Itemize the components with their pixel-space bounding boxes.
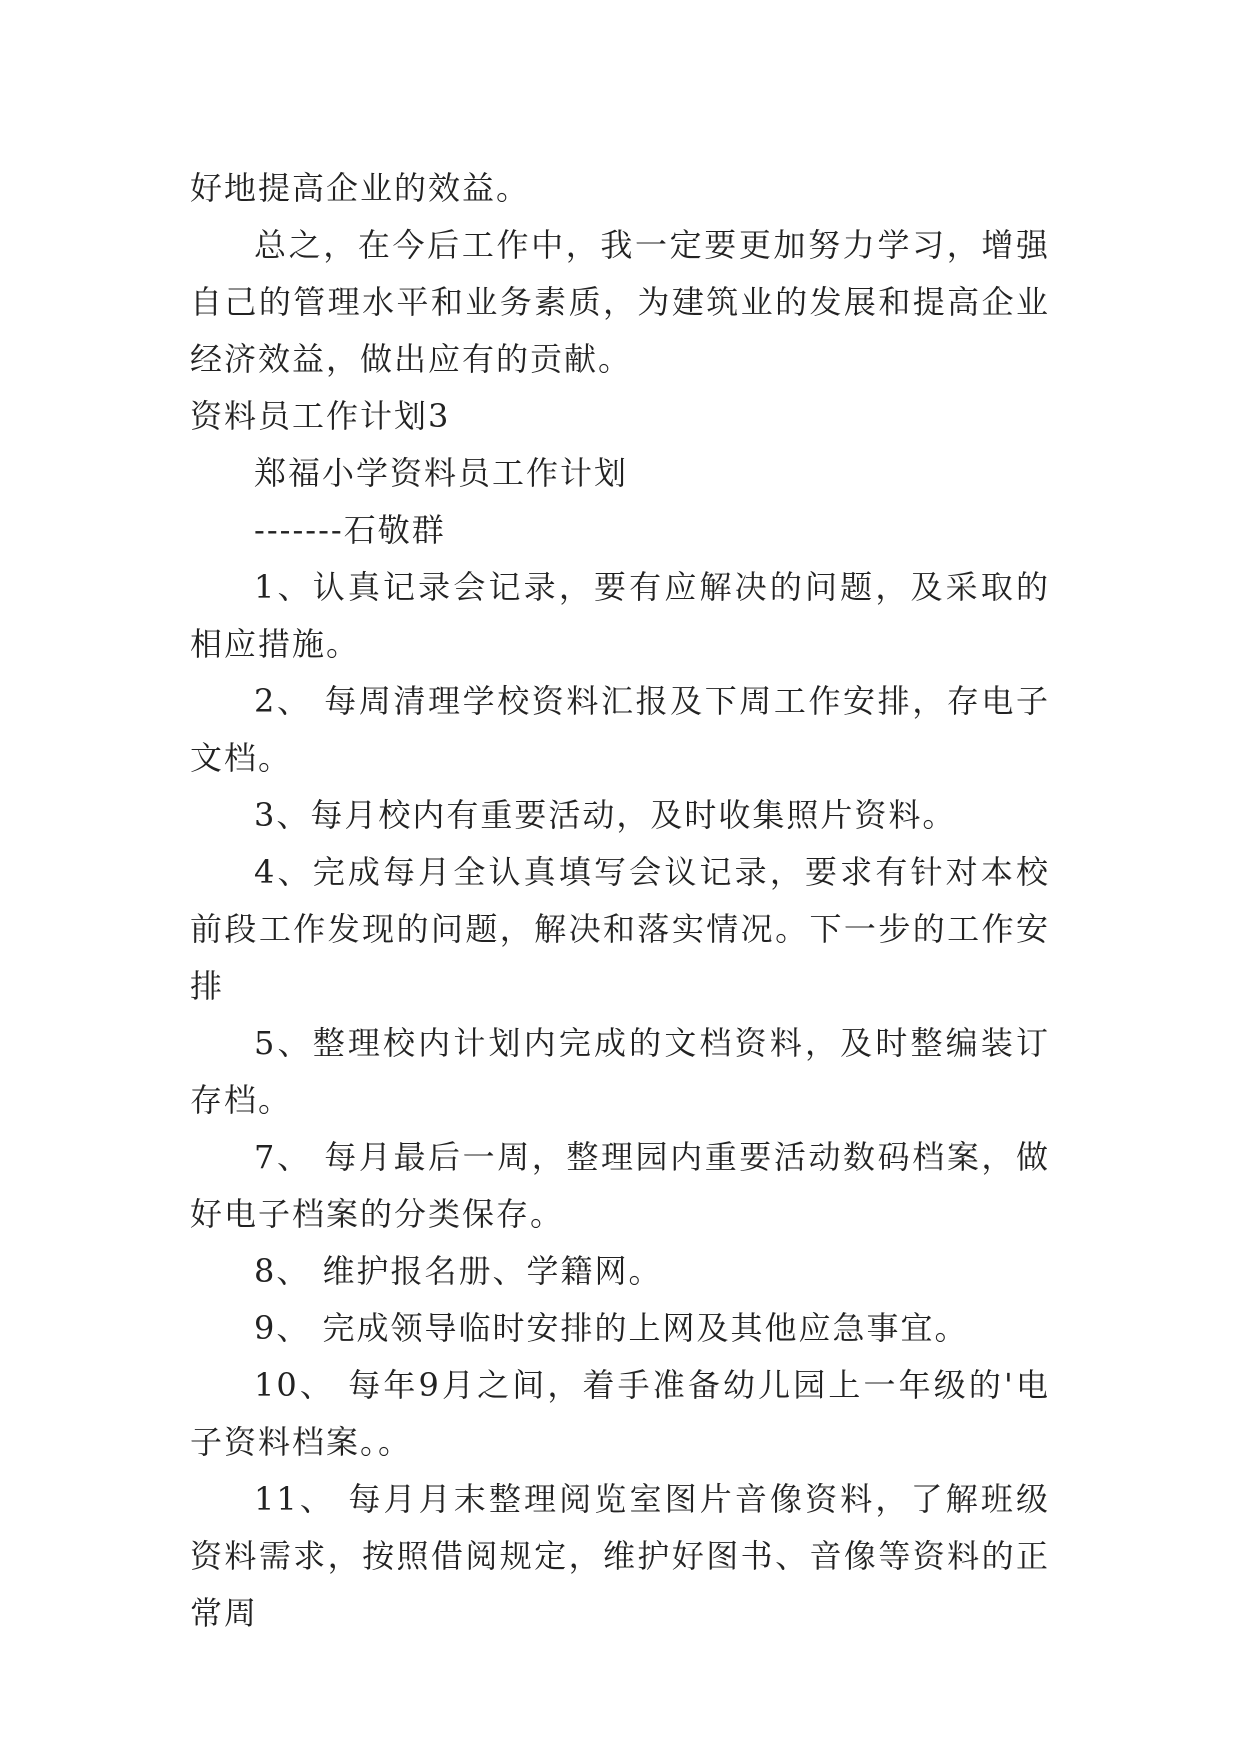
plan-title: 郑福小学资料员工作计划 — [254, 454, 629, 492]
plan-item-2: 2、 每周清理学校资料汇报及下周工作安排，存电子文档。 — [190, 682, 1050, 777]
plan-item-9: 9、 完成领导临时安排的上网及其他应急事宜。 — [254, 1309, 969, 1347]
section-heading: 资料员工作计划3 — [190, 397, 451, 435]
plan-item-11: 11、 每月月末整理阅览室图片音像资料，了解班级资料需求，按照借阅规定，维护好图书、音像等资料的正常周 — [190, 1480, 1050, 1632]
plan-item-5: 5、整理校内计划内完成的文档资料，及时整编装订存档。 — [190, 1024, 1050, 1119]
plan-item-3: 3、每月校内有重要活动，及时收集照片资料。 — [254, 796, 957, 834]
plan-item-4: 4、完成每月全认真填写会议记录，要求有针对本校前段工作发现的问题，解决和落实情况。下一步的工作安排 — [190, 853, 1050, 1005]
plan-item-8: 8、 维护报名册、学籍网。 — [254, 1252, 663, 1290]
paragraph-conclusion: 总之，在今后工作中，我一定要更加努力学习，增强自己的管理水平和业务素质，为建筑业的发展和提高企业经济效益，做出应有的贡献。 — [190, 226, 1050, 378]
document-body — [190, 160, 1050, 1642]
plan-item-1: 1、认真记录会记录，要有应解决的问题，及采取的相应措施。 — [190, 568, 1050, 663]
plan-author: -------石敬群 — [254, 511, 446, 549]
plan-item-10: 10、 每年9月之间，着手准备幼儿园上一年级的'电子资料档案。。 — [190, 1366, 1050, 1461]
plan-item-7: 7、 每月最后一周，整理园内重要活动数码档案，做好电子档案的分类保存。 — [190, 1138, 1050, 1233]
paragraph-continuation: 好地提高企业的效益。 — [190, 169, 531, 207]
